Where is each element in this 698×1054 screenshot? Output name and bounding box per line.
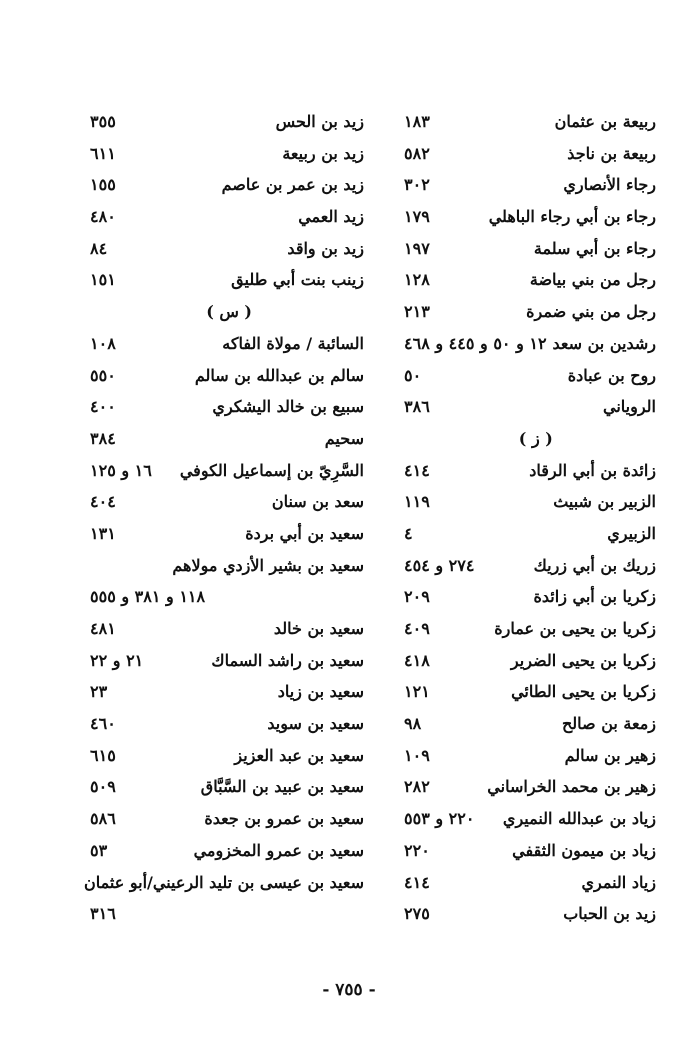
entry-pages: ٤١٤ xyxy=(404,872,430,892)
entry-name: ربيعة بن ناجذ xyxy=(567,143,656,163)
entry-name: سعيد بن زياد xyxy=(277,682,364,702)
entry-name: زكريا بن يحيى بن عمارة xyxy=(494,619,656,638)
entry-pages: ٢٢٠ xyxy=(404,840,430,860)
entry-name: زكريا بن يحيى الطائي xyxy=(511,682,656,702)
entry-name: سعيد بن عبد العزيز xyxy=(234,745,364,765)
entry-pages: ٣٨٦ xyxy=(404,397,430,417)
index-column-right xyxy=(398,106,656,930)
index-entry xyxy=(398,613,656,645)
entry-name: زيد بن ربيعة xyxy=(282,143,364,163)
entry-pages: ١٠٨ xyxy=(90,333,116,353)
entry-name: روح بن عبادة xyxy=(567,365,656,385)
entry-name: الروياني xyxy=(603,397,656,417)
entry-pages: ٢٧٤ و ٤٥٤ xyxy=(404,555,475,575)
entry-pages: ٥٨٢ xyxy=(404,143,430,163)
index-entry xyxy=(398,898,656,930)
index-entry xyxy=(398,867,656,899)
entry-name: زيد العمي xyxy=(298,207,364,227)
entry-pages: ٢٣ xyxy=(90,682,108,702)
entry-pages: ١٢٨ xyxy=(404,270,430,290)
entry-name: سعيد بن بشير الأزدي مولاهم xyxy=(172,555,364,575)
index-entry xyxy=(84,360,364,392)
entry-name: زمعة بن صالح xyxy=(561,714,656,734)
entry-pages: ٤٨٠ xyxy=(90,207,116,227)
index-entry xyxy=(398,740,656,772)
entry-pages: ٦١١ xyxy=(90,143,116,163)
index-column-left xyxy=(84,106,364,930)
entry-pages: ٢١٣ xyxy=(404,302,430,322)
index-entry xyxy=(398,771,656,803)
index-entry xyxy=(398,360,656,392)
index-entry xyxy=(84,264,364,296)
entry-pages: ٤٨١ xyxy=(90,619,116,638)
section-letter: ( ز ) xyxy=(518,428,553,448)
entry-pages: ٢٨٢ xyxy=(404,777,430,797)
index-entry xyxy=(84,106,364,138)
entry-name: ربيعة بن عثمان xyxy=(554,112,656,131)
entry-name: السَّرِيّ بن إسماعيل الكوفي xyxy=(179,460,364,480)
entry-pages: ٣٥٥ xyxy=(90,112,116,131)
index-entry xyxy=(84,201,364,233)
index-entry xyxy=(84,771,364,803)
index-entry xyxy=(398,169,656,201)
entry-name: رجل من بني بياضة xyxy=(529,270,656,290)
index-entry xyxy=(84,581,364,613)
index-entry xyxy=(84,518,364,550)
index-entry xyxy=(84,423,364,455)
entry-name: سعيد بن راشد السماك xyxy=(211,650,364,670)
section-letter: ( س ) xyxy=(206,302,252,322)
index-entry xyxy=(84,645,364,677)
entry-pages: ٢٧٥ xyxy=(404,904,430,924)
entry-pages: ٩٨ xyxy=(404,714,422,734)
index-entry xyxy=(84,455,364,487)
entry-name: سحيم xyxy=(324,428,364,448)
entry-name: زكريا بن يحيى الضرير xyxy=(510,650,656,670)
entry-name: زائدة بن أبي الرقاد xyxy=(529,460,656,480)
section-letter-heading xyxy=(398,423,656,455)
entry-name: رجاء بن أبي سلمة xyxy=(533,238,656,258)
entry-name: سبيع بن خالد اليشكري xyxy=(212,397,364,417)
entry-pages: ٦١٥ xyxy=(90,745,116,765)
entry-pages: ٥٠ xyxy=(404,365,422,385)
index-entry xyxy=(398,708,656,740)
entry-name: رجل من بني ضمرة xyxy=(526,302,656,322)
entry-name: زهير بن محمد الخراساني xyxy=(487,777,656,797)
entry-pages: ٤١٤ xyxy=(404,460,430,480)
entry-name: رشدين بن سعد xyxy=(552,333,656,353)
entry-name: زينب بنت أبي طليق xyxy=(231,270,364,290)
index-entry xyxy=(84,328,364,360)
entry-pages: ٤ xyxy=(404,523,413,543)
entry-name: الزبيري xyxy=(607,523,656,543)
entry-name: السائبة / مولاة الفاكه xyxy=(222,333,364,353)
entry-name: سعيد بن أبي بردة xyxy=(245,523,364,543)
index-entry xyxy=(398,391,656,423)
entry-name: الزبير بن شبيث xyxy=(553,492,656,512)
index-entry xyxy=(84,233,364,265)
index-entry xyxy=(398,328,656,360)
entry-name: زيد بن واقد xyxy=(287,238,364,258)
entry-pages: ٣٠٢ xyxy=(404,175,430,195)
entry-pages: ١٥٥ xyxy=(90,175,116,195)
entry-pages: ٢١ و ٢٢ xyxy=(90,650,144,670)
entry-pages: ٤١٨ xyxy=(404,650,430,670)
entry-name: رجاء بن أبي رجاء الباهلي xyxy=(488,207,656,227)
entry-pages: ١٠٩ xyxy=(404,745,430,765)
entry-pages: ٤٠٩ xyxy=(404,619,430,638)
entry-pages: ٥٨٦ xyxy=(90,809,116,829)
index-entry xyxy=(84,676,364,708)
index-entry xyxy=(398,486,656,518)
entry-name: سالم بن عبدالله بن سالم xyxy=(194,365,364,385)
entry-name: سعيد بن عمرو بن جعدة xyxy=(204,809,364,829)
index-entry xyxy=(84,708,364,740)
index-entry xyxy=(398,233,656,265)
entry-pages: ٤٠٠ xyxy=(90,397,116,417)
entry-name: رجاء الأنصاري xyxy=(563,175,656,195)
index-entry xyxy=(84,486,364,518)
index-entry xyxy=(84,550,364,582)
entry-name: زياد بن ميمون الثقفي xyxy=(512,840,656,860)
entry-pages: ١٥١ xyxy=(90,270,116,290)
entry-name: زيد بن الحباب xyxy=(563,904,656,924)
index-entry xyxy=(398,676,656,708)
index-entry xyxy=(398,296,656,328)
index-entry xyxy=(398,138,656,170)
index-entry xyxy=(84,740,364,772)
entry-name: سعيد بن عبيد بن السَّبَّاق xyxy=(200,777,364,797)
entry-name: زياد النمري xyxy=(581,872,656,892)
entry-name: سعيد بن عمرو المخزومي xyxy=(193,840,364,860)
index-entry xyxy=(398,455,656,487)
entry-pages: ١٢ و ٥٠ و ٤٤٥ و ٤٦٨ xyxy=(404,333,547,353)
index-entry xyxy=(398,803,656,835)
index-entry xyxy=(84,613,364,645)
entry-pages: ٢٠٩ xyxy=(404,587,430,607)
entry-pages: ٣٨٤ xyxy=(90,428,116,448)
entry-name: زريك بن أبي زريك xyxy=(533,555,656,575)
index-entry xyxy=(398,645,656,677)
entry-name: سعيد بن عيسى بن تليد الرعيني/أبو عثمان xyxy=(84,872,364,892)
index-entry xyxy=(398,201,656,233)
entry-name: زهير بن سالم xyxy=(564,745,656,765)
entry-pages: ٤٠٤ xyxy=(90,492,116,512)
entry-pages: ١١٨ و ٣٨١ و ٥٥٥ xyxy=(90,587,206,607)
entry-pages: ٨٤ xyxy=(90,238,108,258)
index-entry xyxy=(84,898,364,930)
index-entry xyxy=(398,264,656,296)
index-entry xyxy=(84,169,364,201)
index-entry xyxy=(398,835,656,867)
index-entry xyxy=(84,803,364,835)
entry-pages: ٥٠٩ xyxy=(90,777,116,797)
entry-pages: ١٣١ xyxy=(90,523,116,543)
entry-pages: ٥٥٠ xyxy=(90,365,116,385)
entry-name: سعيد بن سويد xyxy=(267,714,364,734)
entry-pages: ٥٣ xyxy=(90,840,108,860)
entry-name: زيد بن عمر بن عاصم xyxy=(221,175,364,195)
entry-name: سعيد بن خالد xyxy=(273,619,364,638)
entry-name: سعد بن سنان xyxy=(271,492,364,512)
entry-pages: ١٨٣ xyxy=(404,112,430,131)
entry-name: زكريا بن أبي زائدة xyxy=(533,587,656,607)
index-entry xyxy=(84,138,364,170)
entry-pages: ١٢١ xyxy=(404,682,430,702)
index-entry xyxy=(398,518,656,550)
entry-pages: ٤٦٠ xyxy=(90,714,116,734)
entry-pages: ٣١٦ xyxy=(90,904,116,924)
section-letter-heading xyxy=(84,296,364,328)
entry-pages: ١١٩ xyxy=(404,492,430,512)
index-entry xyxy=(84,391,364,423)
entry-name: زيد بن الحس xyxy=(275,112,364,131)
index-entry xyxy=(398,581,656,613)
index-entry xyxy=(398,550,656,582)
entry-pages: ١٩٧ xyxy=(404,238,430,258)
index-entry xyxy=(398,106,656,138)
page-number: - ٧٥٥ - xyxy=(322,980,376,1000)
index-entry xyxy=(84,867,364,899)
entry-pages: ٢٢٠ و ٥٥٣ xyxy=(404,809,475,829)
entry-name: زياد بن عبدالله النميري xyxy=(502,809,656,829)
index-entry xyxy=(84,835,364,867)
entry-pages: ١٦ و ١٢٥ xyxy=(90,460,152,480)
entry-pages: ١٧٩ xyxy=(404,207,430,227)
